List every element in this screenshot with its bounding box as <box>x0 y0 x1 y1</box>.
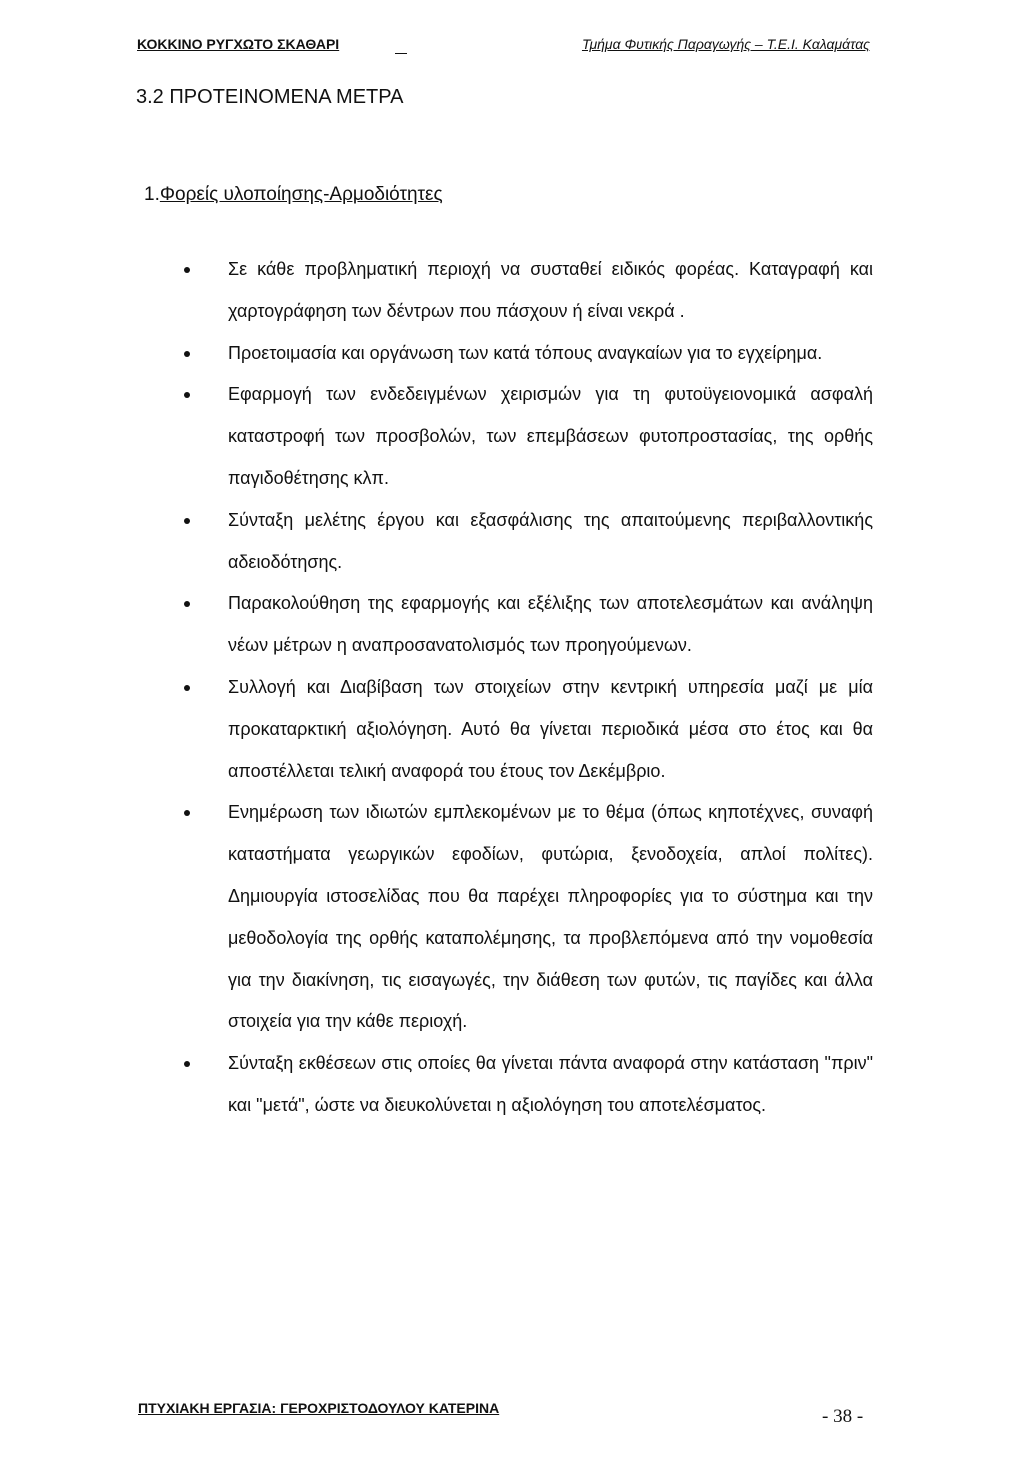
list-item <box>228 249 873 333</box>
list-item-text: Ενημέρωση των ιδιωτών εμπλεκομένων με το θέμα (όπως κηποτέχνες, συναφή καταστήματα γεωργικών εφοδίων, φυτώρια, ξενοδοχεία, απλοί πολίτες). Δημιουργία ιστοσελίδας που θα παρέχει πληροφορίες για το σύστημα και την μεθοδολογία της ορθής καταπολέμησης, τα προβλεπόμενα από την νομοθεσία για την διακίνηση, τις εισαγωγές, την διάθεση των φυτών, τις παγίδες και άλλα στοιχεία για την κάθε περιοχή. <box>228 802 873 1032</box>
bullet-icon <box>184 267 190 273</box>
header-left-title: ΚΟΚΚΙΝΟ ΡΥΓΧΩΤΟ ΣΚΑΘΑΡΙ <box>137 36 340 52</box>
subsection-title <box>144 184 443 206</box>
list-item <box>228 792 873 1043</box>
page-number: - 38 - <box>822 1406 864 1427</box>
bullet-icon <box>184 810 190 816</box>
bullet-icon <box>184 351 190 357</box>
list-item-text: Σύνταξη μελέτης έργου και εξασφάλισης της απαιτούμενης περιβαλλοντικής αδειοδότησης. <box>228 509 873 572</box>
measures-list <box>228 249 873 1127</box>
list-item-text: Σε κάθε προβληματική περιοχή να συσταθεί ειδικός φορέας. Καταγραφή και χαρτογράφηση των δέντρων που πάσχουν ή είναι νεκρά . <box>228 259 873 321</box>
bullet-icon <box>184 601 190 607</box>
list-item <box>228 1043 873 1127</box>
header-divider <box>395 53 407 54</box>
footer-author: ΠΤΥΧΙΑΚΗ ΕΡΓΑΣΙΑ: ΓΕΡΟΧΡΙΣΤΟΔΟΥΛΟΥ ΚΑΤΕΡΙΝΑ <box>138 1400 500 1416</box>
bullet-icon <box>184 392 190 398</box>
list-item-text: Εφαρμογή των ενδεδειγμένων χειρισμών για τη φυτοϋγειονομικά ασφαλή καταστροφή των προσβολών, των επεμβάσεων φυτοπροστασίας, της ορθής παγιδοθέτησης κλπ. <box>228 384 873 488</box>
list-item <box>228 374 873 499</box>
bullet-icon <box>184 1061 190 1067</box>
page-header <box>137 30 870 54</box>
list-item-text: Παρακολούθηση της εφαρμογής και εξέλιξης των αποτελεσμάτων και ανάληψη νέων μέτρων η αναπροσανατολισμός των προηγούμενων. <box>228 593 873 656</box>
bullet-icon <box>184 685 190 691</box>
header-right-department: Τμήμα Φυτικής Παραγωγής – Τ.Ε.Ι. Καλαμάτας <box>581 36 870 52</box>
list-item-text: Προετοιμασία και οργάνωση των κατά τόπους αναγκαίων για το εγχείρημα. <box>228 342 823 363</box>
section-title: 3.2 ΠΡΟΤΕΙΝΟΜΕΝΑ ΜΕΤΡΑ <box>136 86 404 108</box>
subsection-title-text: Φορείς υλοποίησης-Αρμοδιότητες <box>159 184 443 205</box>
subsection-number: 1. <box>144 184 160 205</box>
list-item-text: Συλλογή και Διαβίβαση των στοιχείων στην κεντρική υπηρεσία μαζί με μία προκαταρκτική αξιολόγηση. Αυτό θα γίνεται περιοδικά μέσα στο έτος και θα αποστέλλεται τελική αναφορά του έτους τον Δεκέμβριο. <box>228 676 873 781</box>
list-item <box>228 583 873 667</box>
bullet-icon <box>184 518 190 524</box>
list-item <box>228 667 873 792</box>
list-item <box>228 500 873 584</box>
list-item <box>228 333 873 375</box>
list-item-text: Σύνταξη εκθέσεων στις οποίες θα γίνεται πάντα αναφορά στην κατάσταση "πριν" και "μετά", ώστε να διευκολύνεται η αξιολόγηση του αποτελέσματος. <box>228 1053 873 1115</box>
